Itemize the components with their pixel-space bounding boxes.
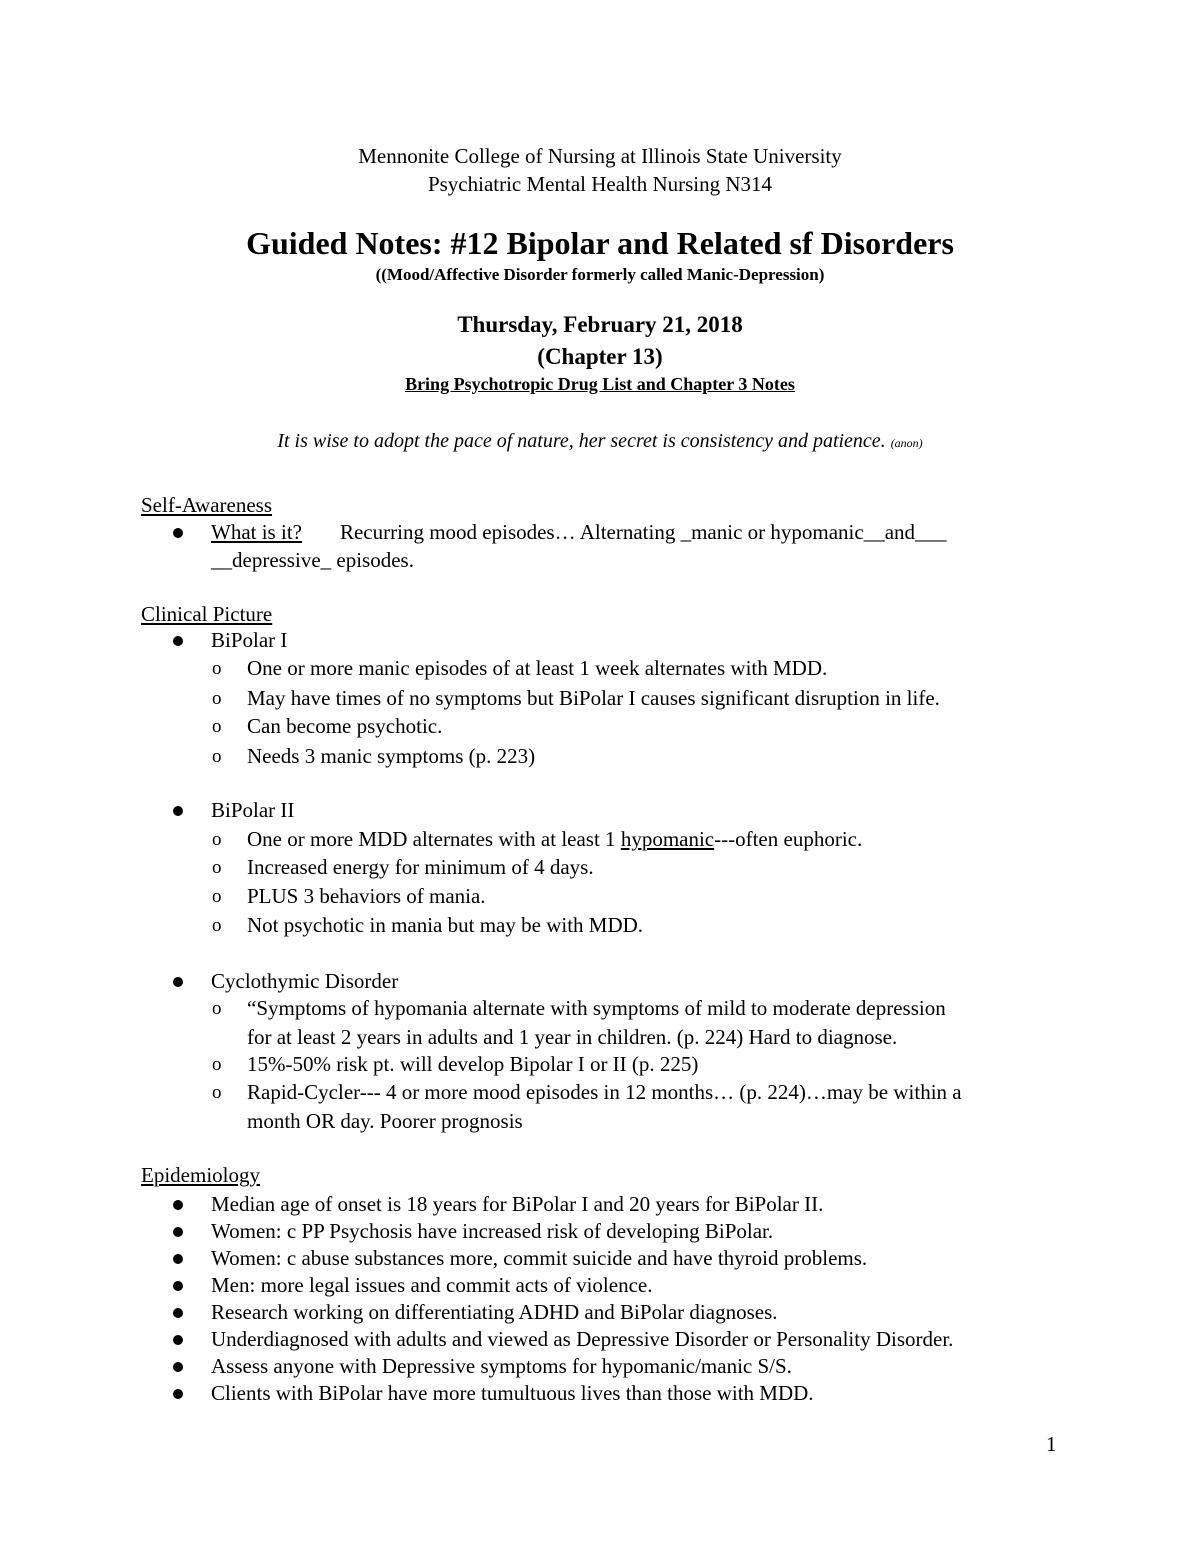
circle-bullet-icon: o — [212, 829, 222, 850]
document-title: Guided Notes: #12 Bipolar and Related sf Disorders — [246, 225, 954, 261]
circle-bullet-icon: o — [212, 1082, 222, 1103]
epidemiology-item: Assess anyone with Depressive symptoms for hypomanic/manic S/S. — [211, 1354, 792, 1378]
epidemiology-item: Men: more legal issues and commit acts of violence. — [211, 1273, 653, 1297]
bullet-icon — [173, 1227, 183, 1237]
bullet-icon — [173, 1308, 183, 1318]
epidemiology-item: Women: c abuse substances more, commit suicide and have thyroid problems. — [211, 1246, 868, 1270]
bullet-icon — [173, 1335, 183, 1345]
circle-bullet-icon: o — [212, 746, 222, 767]
bring-notice: Bring Psychotropic Drug List and Chapter 3 Notes — [405, 374, 795, 394]
hypomanic-term: hypomanic — [620, 827, 715, 851]
circle-bullet-icon: o — [212, 688, 222, 709]
chapter-label: (Chapter 13) — [537, 344, 663, 369]
cyclothymic-item-continuation: for at least 2 years in adults and 1 year in children. (p. 224) Hard to diagnose. — [247, 1025, 898, 1049]
bipolar-1-label: BiPolar I — [211, 628, 288, 652]
bipolar-2-item: PLUS 3 behaviors of mania. — [247, 884, 486, 908]
epidemiology-item: Research working on differentiating ADHD and BiPolar diagnoses. — [211, 1300, 778, 1324]
institution-line: Mennonite College of Nursing at Illinois State University — [358, 144, 842, 168]
section-heading-clinical-picture: Clinical Picture — [141, 602, 273, 626]
section-heading-self-awareness: Self-Awareness — [141, 493, 273, 517]
bullet-icon — [173, 806, 183, 816]
what-is-it-line — [211, 520, 947, 545]
page-number: 1 — [1046, 1432, 1057, 1456]
what-is-it-continuation: __depressive_ episodes. — [211, 548, 414, 572]
epidemiology-item: Women: c PP Psychosis have increased risk of developing BiPolar. — [211, 1219, 774, 1243]
circle-bullet-icon: o — [212, 658, 222, 679]
bullet-icon — [173, 636, 183, 646]
epidemiology-item: Clients with BiPolar have more tumultuous lives than those with MDD. — [211, 1381, 814, 1405]
bullet-icon — [173, 1281, 183, 1291]
epidemiology-item: Median age of onset is 18 years for BiPolar I and 20 years for BiPolar II. — [211, 1192, 824, 1216]
bipolar-1-item: May have times of no symptoms but BiPolar I causes significant disruption in life. — [247, 686, 940, 710]
course-line: Psychiatric Mental Health Nursing N314 — [427, 172, 773, 196]
bullet-icon — [173, 1389, 183, 1399]
cyclothymic-item: “Symptoms of hypomania alternate with symptoms of mild to moderate depression — [247, 996, 946, 1020]
bipolar-2-item — [247, 827, 862, 852]
bipolar-1-item: Can become psychotic. — [247, 714, 443, 738]
circle-bullet-icon: o — [212, 998, 222, 1019]
cyclothymic-label: Cyclothymic Disorder — [211, 969, 399, 993]
cyclothymic-item-continuation: month OR day. Poorer prognosis — [247, 1109, 523, 1133]
circle-bullet-icon: o — [212, 716, 222, 737]
epidemiology-item: Underdiagnosed with adults and viewed as Depressive Disorder or Personality Disorder. — [211, 1327, 954, 1351]
lecture-date: Thursday, February 21, 2018 — [457, 312, 743, 337]
bullet-icon — [173, 977, 183, 987]
bipolar-1-item: One or more manic episodes of at least 1 week alternates with MDD. — [247, 656, 828, 680]
quote — [0, 430, 1200, 453]
quote-text: It is wise to adopt the pace of nature, her secret is consistency and patience. — [277, 430, 886, 452]
circle-bullet-icon: o — [212, 1054, 222, 1075]
bipolar-2-item-text: ---often euphoric. — [714, 827, 863, 851]
bipolar-2-item-text: One or more MDD alternates with at least 1 — [247, 827, 621, 851]
what-is-it-text: Recurring mood episodes… Alternating _manic or hypomanic__and___ — [339, 520, 947, 544]
bullet-icon — [173, 528, 183, 538]
circle-bullet-icon: o — [212, 886, 222, 907]
bipolar-2-label: BiPolar II — [211, 798, 295, 822]
section-heading-epidemiology: Epidemiology — [141, 1163, 260, 1187]
bipolar-2-item: Increased energy for minimum of 4 days. — [247, 855, 594, 879]
cyclothymic-item: 15%-50% risk pt. will develop Bipolar I or II (p. 225) — [247, 1052, 699, 1076]
document-subtitle: ((Mood/Affective Disorder formerly called Manic-Depression) — [375, 265, 825, 284]
bullet-icon — [173, 1200, 183, 1210]
circle-bullet-icon: o — [212, 915, 222, 936]
cyclothymic-item: Rapid-Cycler--- 4 or more mood episodes in 12 months… (p. 224)…may be within a — [247, 1080, 962, 1104]
what-is-it-label: What is it? — [211, 520, 302, 544]
circle-bullet-icon: o — [212, 857, 222, 878]
bipolar-2-item: Not psychotic in mania but may be with MDD. — [247, 913, 644, 937]
quote-attribution: (anon) — [890, 436, 923, 450]
bullet-icon — [173, 1362, 183, 1372]
bullet-icon — [173, 1254, 183, 1264]
bipolar-1-item: Needs 3 manic symptoms (p. 223) — [247, 744, 536, 768]
